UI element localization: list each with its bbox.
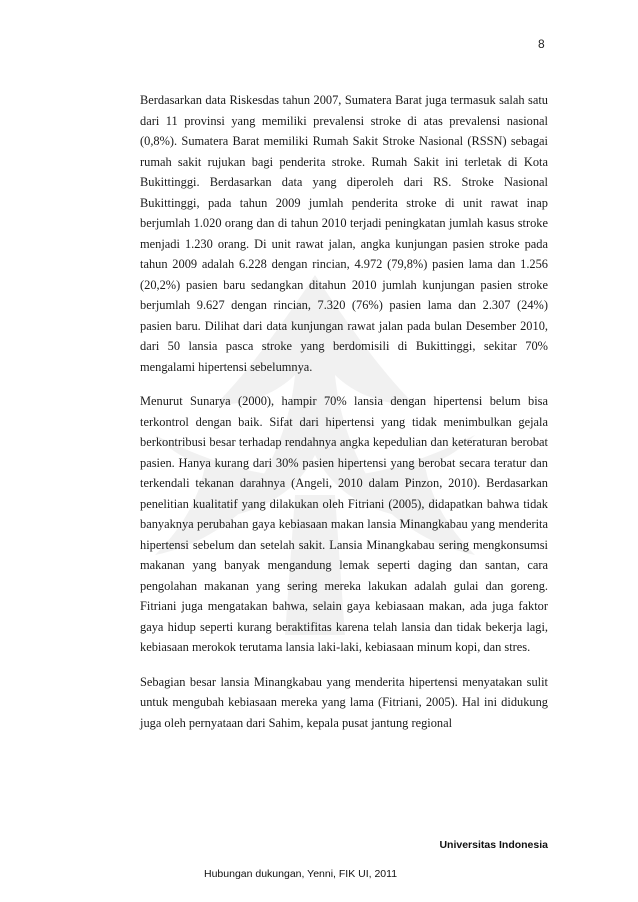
paragraph: Sebagian besar lansia Minangkabau yang menderita hipertensi menyatakan sulit untuk mengubah kebiasaan mereka yang lama (Fitriani, 2005). Hal ini didukung juga oleh pernyataan dari Sahim, kepala pusat jantung regional <box>140 674 548 730</box>
body-text <box>140 90 548 747</box>
page-number: 8 <box>538 37 545 51</box>
paragraph: Menurut Sunarya (2000), hampir 70% lansia dengan hipertensi belum bisa terkontrol dengan baik. Sifat dari hipertensi yang tidak menimbulkan gejala berkontribusi besar terhadap rendahnya angka kepedulian dan keteraturan berobat pasien. Hanya kurang dari 30% pasien hipertensi yang berobat secara teratur dan terkendali tekanan darahnya (Angeli, 2010 dalam Pinzon, 2010). Berdasarkan penelitian kualitatif yang dilakukan oleh Fitriani (2005), didapatkan bahwa tidak banyaknya perubahan gaya kebiasaan makan lansia Minangkabau yang menderita hipertensi sebelum dan setelah sakit. Lansia Minangkabau sering mengkonsumsi makanan yang banyak mengandung lemak seperti daging dan santan, cara pengolahan makanan yang sering mereka lakukan adalah gulai dan goreng. Fitriani juga mengatakan bahwa, selain gaya kebiasaan makan, ada juga faktor gaya hidup seperti kurang beraktifitas karena telah lansia dan tidak bekerja lagi, kebiasaan merokok terutama lansia laki-laki, kebiasaan minum kopi, dan stres. <box>140 394 548 654</box>
paragraph: Berdasarkan data Riskesdas tahun 2007, Sumatera Barat juga termasuk salah satu dari 11 provinsi yang memiliki prevalensi stroke di atas prevalensi nasional (0,8%). Sumatera Barat memiliki Rumah Sakit Stroke Nasional (RSSN) sebagai rumah sakit rujukan bagi penderita stroke. Rumah Sakit ini terletak di Kota Bukittinggi. Berdasarkan data yang diperoleh dari RS. Stroke Nasional Bukittinggi, pada tahun 2009 jumlah penderita stroke di unit rawat inap berjumlah 1.020 orang dan di tahun 2010 terjadi peningkatan jumlah kasus stroke menjadi 1.230 orang. Di unit rawat jalan, angka kunjungan pasien stroke pada tahun 2009 adalah 6.228 dengan rincian, 4.972 (79,8%) pasien lama dan 1.256 (20,2%) pasien baru sedangkan ditahun 2010 jumlah kunjungan pasien stroke berjumlah 9.627 dengan rincian, 7.320 (76%) pasien lama dan 2.307 (24%) pasien baru. Dilihat dari data kunjungan rawat jalan pada bulan Desember 2010, dari 50 lansia pasca stroke yang berdomisili di Bukittinggi, sekitar 70% mengalami hipertensi sebelumnya. <box>140 93 548 374</box>
footer-credit-text: Hubungan dukungan, Yenni, FIK UI, 2011 <box>204 868 398 880</box>
university-name: Universitas Indonesia <box>439 839 548 851</box>
